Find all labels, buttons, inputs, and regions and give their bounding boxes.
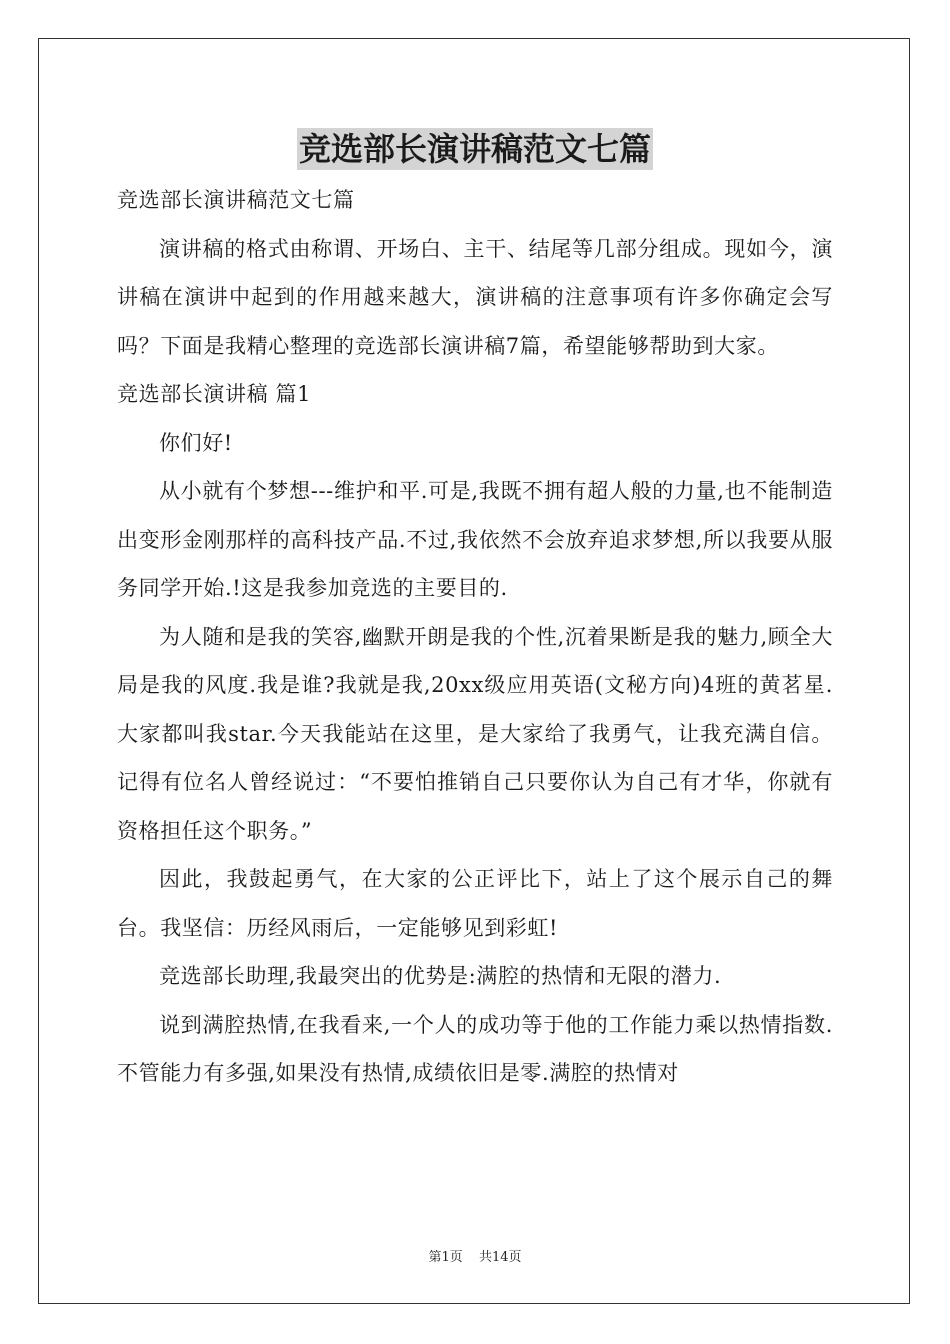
paragraph-self-intro: 为人随和是我的笑容,幽默开朗是我的个性,沉着果断是我的魅力,顾全大局是我的风度.我是谁?我就是我,20xx级应用英语(文秘方向)4班的黄茗星.大家都叫我star.今天我能站在这里，是大家给了我勇气，让我充满自信。记得有位名人曾经说过：“不要怕推销自己只要你认为自己有才华，你就有资格担任这个职务。”: [117, 624, 833, 843]
paragraph-advantage: 竞选部长助理,我最突出的优势是:满腔的热情和无限的潜力.: [159, 964, 722, 988]
paragraph-subtitle: 竞选部长演讲稿范文七篇: [117, 188, 355, 212]
paragraph-courage: 因此，我鼓起勇气，在大家的公正评比下，站上了这个展示自己的舞台。我坚信：历经风雨后，一定能够见到彩虹!: [117, 867, 833, 940]
page-footer: [0, 1246, 950, 1265]
document-title: [0, 128, 950, 170]
paragraph-dream: 从小就有个梦想---维护和平.可是,我既不拥有超人般的力量,也不能制造出变形金刚那样的高科技产品.不过,我依然不会放弃追求梦想,所以我要从服务同学开始.!这是我参加竞选的主要目的.: [117, 479, 833, 600]
document-title-text: 竞选部长演讲稿范文七篇: [298, 130, 651, 168]
page-number: 第1页: [428, 1250, 463, 1265]
page-total: 共14页: [478, 1250, 522, 1265]
document-body: [117, 176, 833, 1098]
paragraph-enthusiasm: 说到满腔热情,在我看来,一个人的成功等于他的工作能力乘以热情指数.不管能力有多强,如果没有热情,成绩依旧是零.满腔的热情对: [117, 1012, 833, 1085]
paragraph-intro: 演讲稿的格式由称谓、开场白、主干、结尾等几部分组成。现如今，演讲稿在演讲中起到的作用越来越大，演讲稿的注意事项有许多你确定会写吗？下面是我精心整理的竞选部长演讲稿7篇，希望能够帮助到大家。: [117, 236, 833, 358]
section-heading-1: 竞选部长演讲稿 篇1: [117, 382, 312, 406]
paragraph-greeting: 你们好!: [159, 430, 233, 455]
